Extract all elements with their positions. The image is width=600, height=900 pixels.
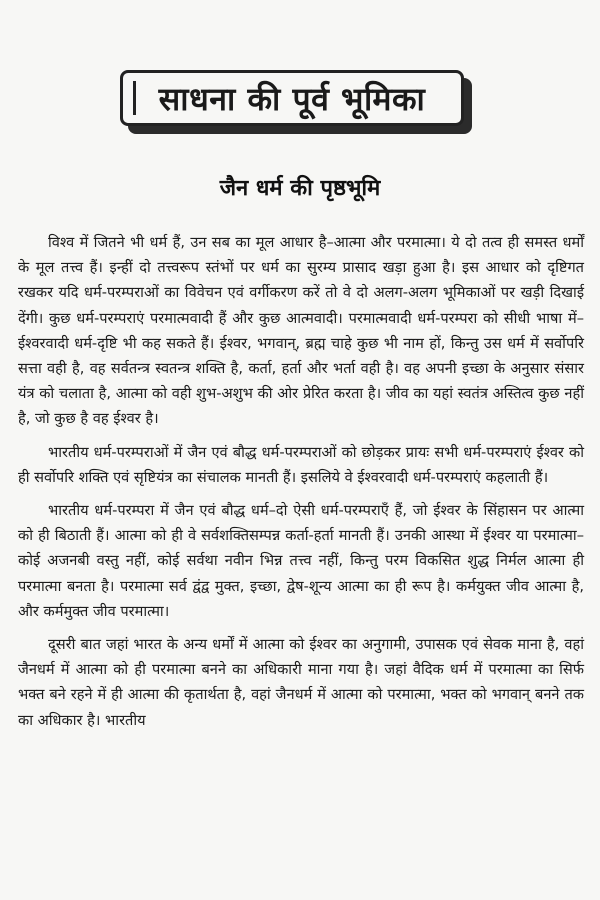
paragraph-1: विश्व में जितने भी धर्म हैं, उन सब का मूल आधार है–आत्मा और परमात्मा। ये दो तत्व ही समस्त धर्मों के मूल तत्त्व हैं। इन्हीं दो तत्त्वरूप स्तंभों पर धर्म का सुरम्य प्रासाद खड़ा हुआ है। इस आधार को दृष्टिगत रखकर यदि धर्म-परम्पराओं का विवेचन एवं वर्गीकरण करें तो वे दो अलग-अलग भूमिकाओं पर खड़ी दिखाई देंगी। कुछ धर्म-परम्पराएं परमात्मवादी हैं और कुछ आत्मवादी। परमात्मवादी धर्म-परम्परा को सीधी भाषा में–ईश्वरवादी धर्म-दृष्टि भी कह सकते हैं। ईश्वर, भगवान्, ब्रह्म चाहे कुछ भी नाम हों, किन्तु उस धर्म में सर्वोपरि सत्ता वही है, वह सर्वतन्त्र स्वतन्त्र शक्ति है, कर्ता, हर्ता और भर्ता वही है। वह अपनी इच्छा के अनुसार संसार यंत्र को चलाता है, आत्मा को वही शुभ-अशुभ की ओर प्रेरित करता है। जीव का यहां स्वतंत्र अस्तित्व कुछ नहीं है, जो कुछ है वह ईश्वर है। — [18, 234, 584, 428]
body-text — [18, 230, 584, 741]
paragraph-3: भारतीय धर्म-परम्परा में जैन एवं बौद्ध धर्म–दो ऐसी धर्म-परम्पराएँ हैं, जो ईश्वर के सिंहासन पर आत्मा को ही बिठाती हैं। आत्मा को ही वे सर्वशक्तिसम्पन्न कर्ता-हर्ता मानती हैं। उनकी आस्था में ईश्वर या परमात्मा–कोई अजनबी वस्तु नहीं, कोई सर्वथा नवीन भिन्न तत्त्व नहीं, किन्तु परम विकसित शुद्ध निर्मल आत्मा ही परमात्मा बनता है। परमात्मा सर्व द्वंद्व मुक्त, इच्छा, द्वेष-शून्य आत्मा का ही रूप है। कर्मयुक्त जीव आत्मा है, और कर्ममुक्त जीव परमात्मा। — [18, 502, 584, 620]
paragraph-4: दूसरी बात जहां भारत के अन्य धर्मों में आत्मा को ईश्वर का अनुगामी, उपासक एवं सेवक माना है, वहां जैनधर्म में आत्मा को ही परमात्मा बनने का अधिकारी माना गया है। जहां वैदिक धर्म में परमात्मा का सिर्फ भक्त बने रहने में ही आत्मा की कृतार्थता है, वहां जैनधर्म में आत्मा को परमात्मा, भक्त को भगवान् बनने तक का अधिकार है। भारतीय — [18, 636, 584, 729]
paragraph-2: भारतीय धर्म-परम्पराओं में जैन एवं बौद्ध धर्म-परम्पराओं को छोड़कर प्रायः सभी धर्म-परम्पराएं ईश्वर को ही सर्वोपरि शक्ति एवं सृष्टियंत्र का संचालक मानती हैं। इसलिये वे ईश्वरवादी धर्म-परम्पराएं कहलाती हैं। — [18, 443, 584, 486]
section-heading: जैन धर्म की पृष्ठभूमि — [219, 176, 381, 201]
chapter-title: साधना की पूर्व भूमिका — [158, 79, 426, 118]
chapter-title-bar — [133, 81, 136, 115]
chapter-title-box — [120, 70, 464, 126]
chapter-title-frame — [120, 70, 472, 134]
